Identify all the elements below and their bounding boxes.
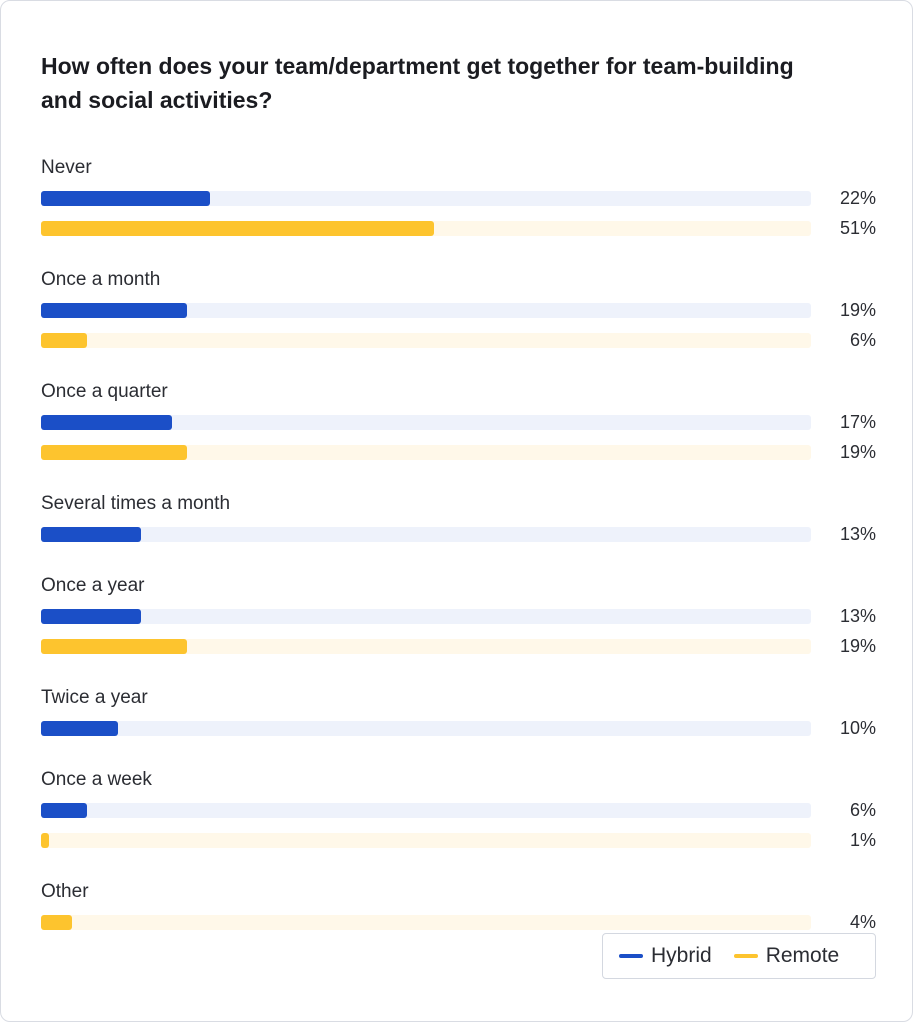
hybrid-bar-track [41,191,811,206]
category-label: Several times a month [41,493,231,514]
value-label: 51% [839,218,876,238]
value-label: 13% [839,606,876,626]
category-label: Other [41,881,89,902]
remote-bar [41,915,72,930]
hybrid-bar-track [41,721,811,736]
value-label: 4% [849,912,876,932]
legend-swatch [734,954,758,958]
remote-bar [41,833,49,848]
hybrid-bar-track [41,527,811,542]
hybrid-bar [41,191,210,206]
legend-swatch [619,954,643,958]
remote-bar-track [41,639,811,654]
remote-bar-track [41,445,811,460]
hybrid-bar-track [41,609,811,624]
hybrid-bar [41,803,87,818]
value-label: 6% [849,800,876,820]
hybrid-bar [41,609,141,624]
chart-title: How often does your team/department get together for team-building and social activities? [41,53,794,113]
hybrid-bar [41,415,172,430]
hybrid-bar [41,303,187,318]
hybrid-bar [41,721,118,736]
remote-bar-track [41,333,811,348]
chart-legend [602,933,876,979]
hybrid-bar-track [41,803,811,818]
value-label: 19% [839,636,876,656]
value-label: 10% [839,718,876,738]
category-label: Once a month [41,269,161,290]
remote-bar-track [41,221,811,236]
category-label: Never [41,157,92,178]
hybrid-bar-track [41,303,811,318]
hybrid-bar [41,527,141,542]
category-label: Twice a year [41,687,148,708]
value-label: 19% [839,300,876,320]
value-label: 13% [839,524,876,544]
legend-item-hybrid [619,944,712,968]
value-label: 1% [849,830,876,850]
remote-bar [41,333,87,348]
legend-item-remote [734,944,840,968]
value-label: 6% [849,330,876,350]
remote-bar-track [41,915,811,930]
value-label: 22% [839,188,876,208]
remote-bar-track [41,833,811,848]
legend-label: Remote [765,944,840,967]
remote-bar [41,221,434,236]
remote-bar [41,445,187,460]
value-label: 17% [839,412,876,432]
bar-chart [1,1,915,1025]
category-label: Once a year [41,575,145,596]
value-label: 19% [839,442,876,462]
hybrid-bar-track [41,415,811,430]
remote-bar [41,639,187,654]
legend-label: Hybrid [651,944,712,967]
category-label: Once a quarter [41,381,168,402]
category-label: Once a week [41,769,152,790]
